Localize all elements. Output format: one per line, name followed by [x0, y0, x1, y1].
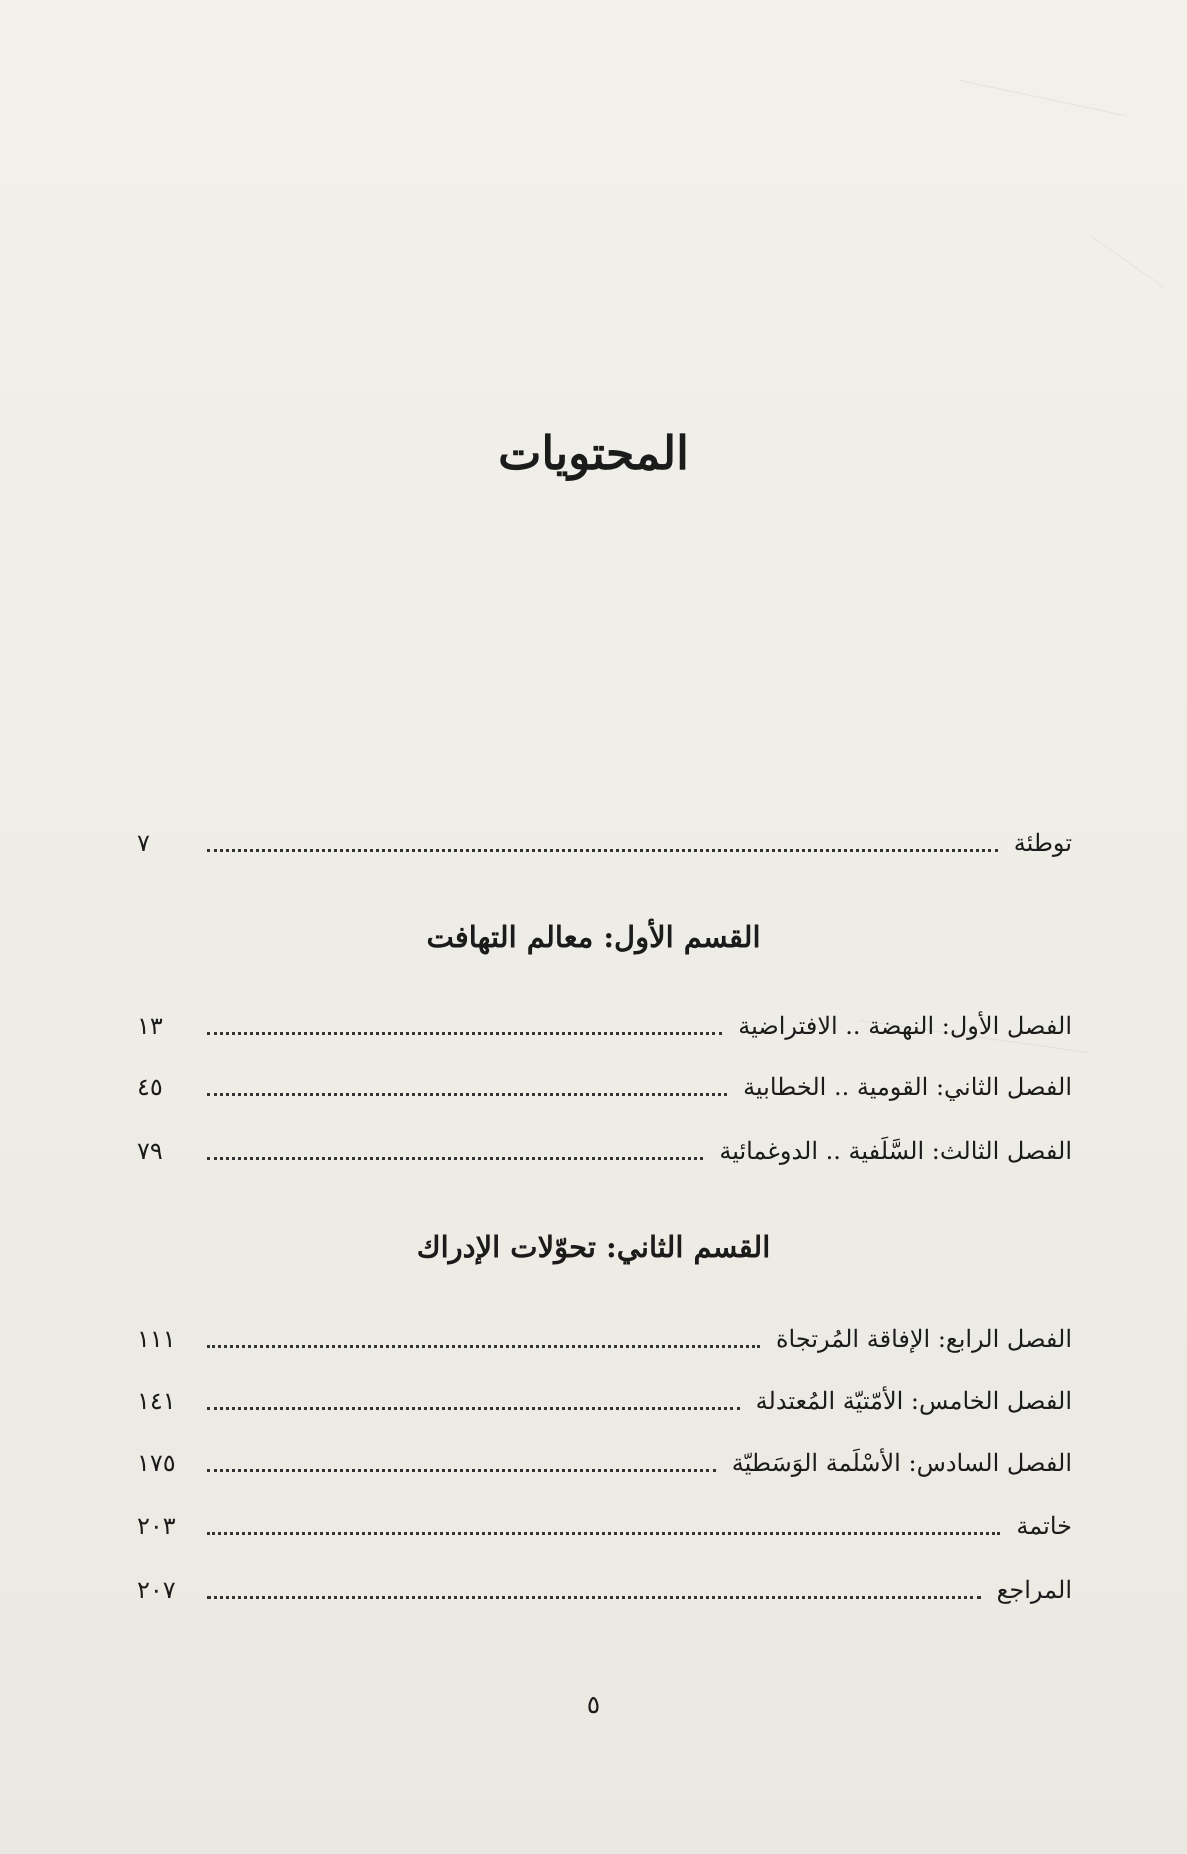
- section-heading-1: القسم الأول: معالم التهافت: [426, 920, 761, 954]
- leader-dots: [207, 1596, 981, 1599]
- toc-page-number: ٤٥: [137, 1073, 163, 1101]
- toc-entry-label: الفصل الثاني: القومية .. الخطابية: [743, 1073, 1072, 1101]
- section-heading-2: القسم الثاني: تحوّلات الإدراك: [416, 1230, 771, 1264]
- leader-dots: [207, 1032, 722, 1035]
- leader-dots: [207, 1469, 716, 1472]
- toc-entry-chapter-4[interactable]: [137, 1318, 1072, 1360]
- toc-entry-label: الفصل السادس: الأسْلَمة الوَسَطيّة: [731, 1449, 1072, 1477]
- toc-entry-chapter-3[interactable]: [137, 1130, 1072, 1172]
- toc-entry-chapter-2[interactable]: [137, 1066, 1072, 1108]
- toc-entry-label: خاتمة: [1016, 1512, 1072, 1540]
- leader-dots: [207, 1407, 740, 1410]
- toc-entry-chapter-1[interactable]: [137, 1005, 1072, 1047]
- paper-scratch: [1090, 235, 1164, 287]
- toc-entry-references[interactable]: [137, 1569, 1072, 1611]
- leader-dots: [207, 1532, 1000, 1535]
- toc-entry-label: الفصل الثالث: السَّلَفية .. الدوغمائية: [719, 1137, 1072, 1165]
- toc-entry-chapter-6[interactable]: [137, 1442, 1072, 1484]
- toc-page-number: ٢٠٣: [137, 1512, 176, 1540]
- toc-page-number: ١٧٥: [137, 1449, 176, 1477]
- toc-entry-label: توطئة: [1013, 829, 1072, 857]
- toc-entry-label: المراجع: [996, 1576, 1072, 1604]
- toc-page-number: ٢٠٧: [137, 1576, 176, 1604]
- toc-entry-conclusion[interactable]: [137, 1505, 1072, 1547]
- toc-page-number: ١١١: [137, 1325, 176, 1353]
- page-number: ٥: [586, 1690, 601, 1719]
- toc-page-number: ٧: [137, 829, 150, 857]
- leader-dots: [207, 1157, 703, 1160]
- paper-scratch: [960, 80, 1126, 116]
- toc-page-number: ٧٩: [137, 1137, 163, 1165]
- toc-entry-chapter-5[interactable]: [137, 1380, 1072, 1422]
- toc-page-number: ١٤١: [137, 1387, 176, 1415]
- toc-page-number: ١٣: [137, 1012, 163, 1040]
- toc-entry-intro[interactable]: [137, 822, 1072, 864]
- contents-title: المحتويات: [498, 425, 689, 480]
- leader-dots: [207, 1093, 727, 1096]
- leader-dots: [207, 849, 998, 852]
- toc-entry-label: الفصل الخامس: الأمّتيّة المُعتدلة: [755, 1387, 1072, 1415]
- leader-dots: [207, 1345, 760, 1348]
- toc-entry-label: الفصل الأول: النهضة .. الافتراضية: [738, 1012, 1072, 1040]
- toc-entry-label: الفصل الرابع: الإفاقة المُرتجاة: [775, 1325, 1072, 1353]
